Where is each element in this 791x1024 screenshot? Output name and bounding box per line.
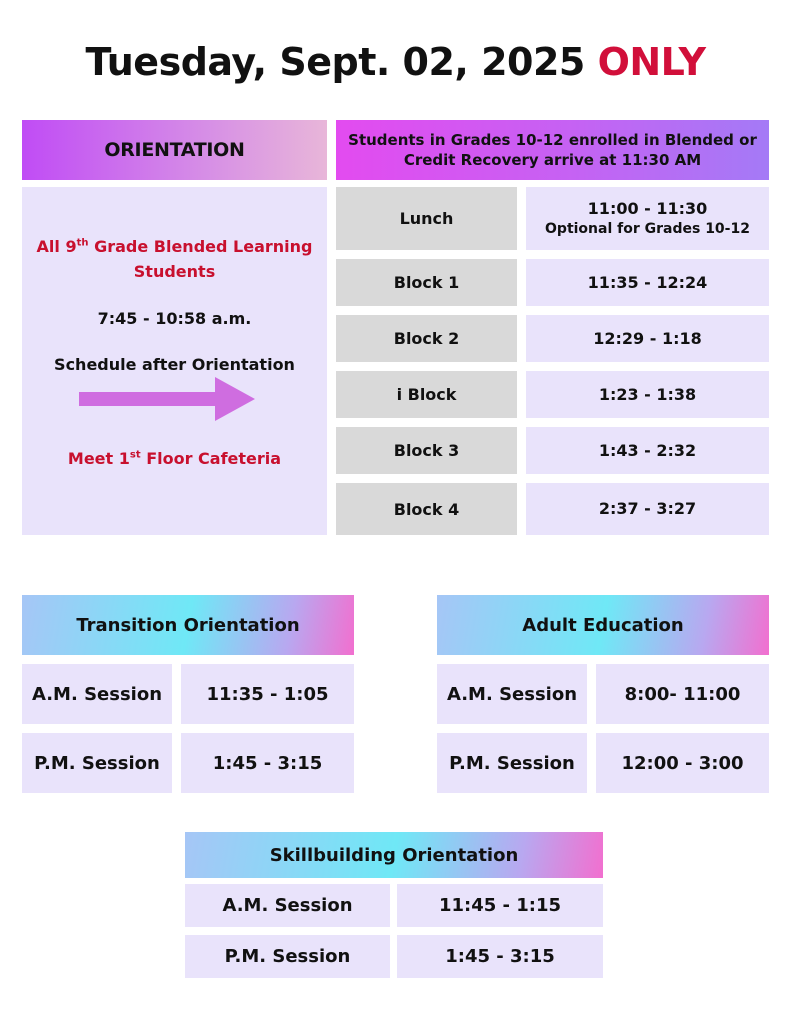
orientation-time: 7:45 - 10:58 a.m. [97,309,252,328]
orientation-group-line1: All 9th Grade Blended Learning [36,237,313,256]
students-header [336,120,769,180]
title-only: ONLY [597,40,706,84]
students-header-line1: Students in Grades 10-12 enrolled in Blended or [348,131,757,149]
adult-header: Adult Education [437,595,769,655]
right-arrow-icon [79,377,257,421]
schedule-time-block2: 12:29 - 1:18 [526,315,769,362]
meet-location: Meet 1st Floor Cafeteria [67,449,282,468]
title-date: Tuesday, Sept. 02, 2025 [85,40,585,84]
transition-pm-label: P.M. Session [22,733,172,793]
transition-pm-time: 1:45 - 3:15 [181,733,354,793]
schedule-label-block2: Block 2 [336,315,517,362]
schedule-label-block3: Block 3 [336,427,517,474]
schedule-time-iblock: 1:23 - 1:38 [526,371,769,418]
page-title [0,40,791,84]
orientation-box [22,187,327,535]
schedule-time-block4: 2:37 - 3:27 [526,483,769,535]
schedule-label-iblock: i Block [336,371,517,418]
skill-header: Skillbuilding Orientation [185,832,603,878]
orientation-header: ORIENTATION [22,120,327,180]
transition-header: Transition Orientation [22,595,354,655]
skill-pm-label: P.M. Session [185,935,390,978]
schedule-time-lunch: 11:00 - 11:30 Optional for Grades 10-12 [526,187,769,250]
schedule-note: Schedule after Orientation [54,355,295,374]
skill-pm-time: 1:45 - 3:15 [397,935,603,978]
transition-am-label: A.M. Session [22,664,172,724]
schedule-time-block3: 1:43 - 2:32 [526,427,769,474]
transition-am-time: 11:35 - 1:05 [181,664,354,724]
schedule-label-lunch: Lunch [336,187,517,250]
skill-am-time: 11:45 - 1:15 [397,884,603,927]
skill-am-label: A.M. Session [185,884,390,927]
adult-am-label: A.M. Session [437,664,587,724]
schedule-label-block4: Block 4 [336,483,517,535]
adult-am-time: 8:00- 11:00 [596,664,769,724]
students-header-line2: Credit Recovery arrive at 11:30 AM [403,151,702,169]
adult-pm-label: P.M. Session [437,733,587,793]
adult-pm-time: 12:00 - 3:00 [596,733,769,793]
schedule-label-block1: Block 1 [336,259,517,306]
orientation-group-line2: Students [133,262,216,281]
schedule-time-block1: 11:35 - 12:24 [526,259,769,306]
